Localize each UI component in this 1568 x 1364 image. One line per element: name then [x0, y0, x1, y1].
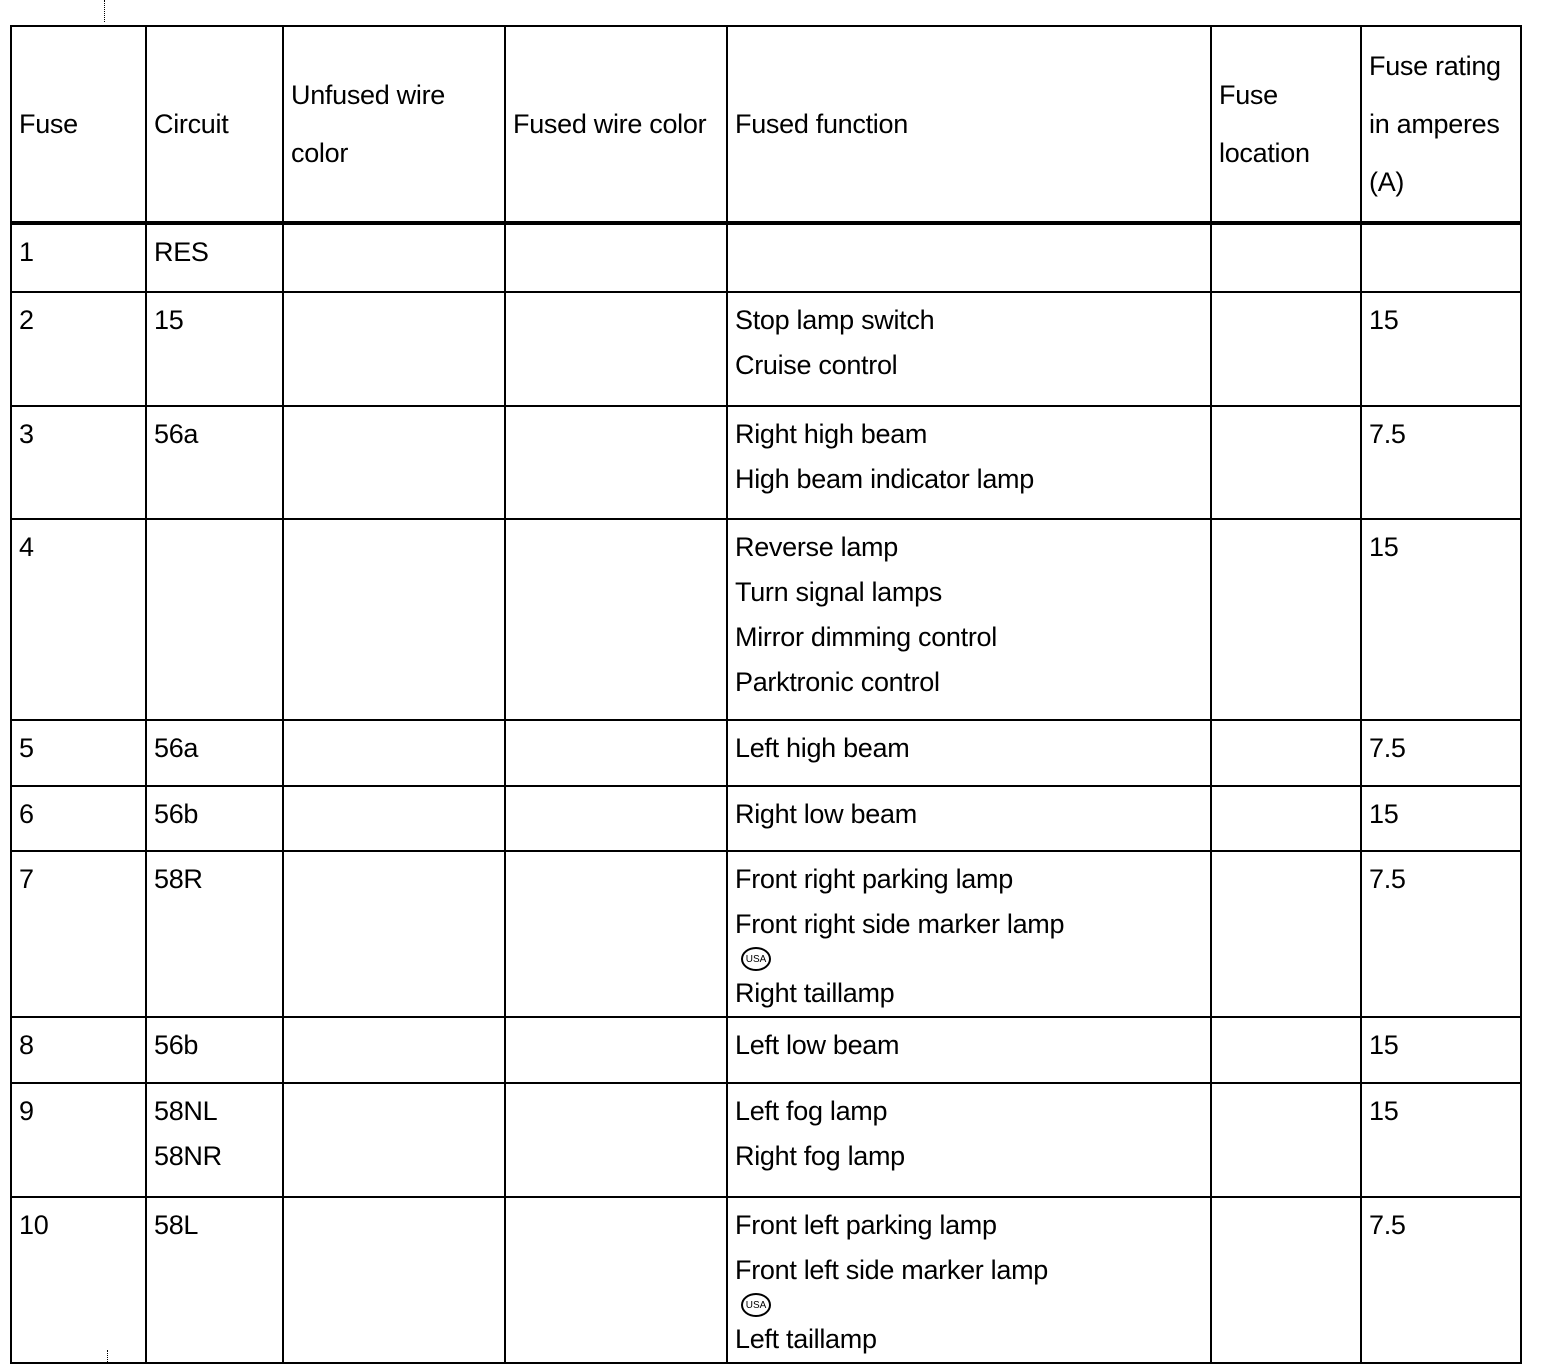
function-line: [735, 971, 1203, 1016]
cell-fused-wire-color: [505, 292, 727, 406]
cell-fuse-location: [1211, 519, 1361, 720]
header-unfused-wire-color: Unfused wire color: [283, 26, 505, 223]
cell-fuse-rating: 15: [1361, 1083, 1521, 1197]
cell-unfused-wire-color: [283, 1083, 505, 1197]
circuit-line: 56a: [154, 419, 199, 449]
cell-fuse-location: [1211, 292, 1361, 406]
circuit-line: 56b: [154, 1030, 199, 1060]
cell-unfused-wire-color: [283, 786, 505, 851]
cell-fuse-location: [1211, 786, 1361, 851]
cell-circuit: [146, 406, 283, 519]
function-line: [735, 726, 1203, 771]
cell-fuse: 1: [11, 223, 146, 292]
table-row: [11, 1017, 1521, 1083]
table-row: [11, 786, 1521, 851]
function-line: [735, 857, 1203, 902]
cell-fused-wire-color: [505, 223, 727, 292]
header-fuse: Fuse: [11, 26, 146, 223]
header-fuse-location: Fuse location: [1211, 26, 1361, 223]
function-line: [735, 412, 1203, 457]
circuit-line: 58L: [154, 1210, 199, 1240]
circuit-line: 56a: [154, 733, 199, 763]
cell-fused-wire-color: [505, 1197, 727, 1363]
cell-fuse-location: [1211, 1197, 1361, 1363]
cell-unfused-wire-color: [283, 1017, 505, 1083]
cell-fuse-location: [1211, 1017, 1361, 1083]
function-text: Turn signal lamps: [735, 577, 942, 607]
cell-fuse-location: [1211, 406, 1361, 519]
cell-circuit: [146, 1197, 283, 1363]
function-text: Right fog lamp: [735, 1141, 905, 1171]
circuit-line: 56b: [154, 799, 199, 829]
usa-badge-icon: USA: [741, 1293, 771, 1317]
function-line: [735, 660, 1203, 705]
fuse-table: [10, 25, 1522, 1364]
table-row: [11, 292, 1521, 406]
cell-circuit: [146, 786, 283, 851]
function-text: Left fog lamp: [735, 1096, 888, 1126]
function-line: [735, 1203, 1203, 1248]
cell-unfused-wire-color: [283, 519, 505, 720]
cell-fused-wire-color: [505, 519, 727, 720]
cell-fuse: 7: [11, 851, 146, 1017]
cell-fuse: 2: [11, 292, 146, 406]
function-text: Parktronic control: [735, 667, 940, 697]
header-fuse-rating: Fuse rating in amperes (A): [1361, 26, 1521, 223]
function-text: Front right side marker lamp: [735, 909, 1065, 939]
function-line: [735, 1248, 1203, 1317]
cell-fuse-rating: 15: [1361, 292, 1521, 406]
circuit-line: RES: [154, 237, 209, 267]
cell-fuse-rating: 15: [1361, 786, 1521, 851]
cell-fused-wire-color: [505, 406, 727, 519]
function-text: Right taillamp: [735, 978, 895, 1008]
circuit-line: 58NR: [154, 1141, 222, 1171]
table-body: [11, 223, 1521, 1363]
cell-fuse-rating: [1361, 223, 1521, 292]
function-line: [735, 343, 1203, 388]
function-text: High beam indicator lamp: [735, 464, 1034, 494]
table-header: [11, 26, 1521, 223]
function-line: [735, 1089, 1203, 1134]
cell-fuse: 10: [11, 1197, 146, 1363]
cell-fused-wire-color: [505, 1017, 727, 1083]
function-text: Left low beam: [735, 1030, 900, 1060]
cell-fuse: 8: [11, 1017, 146, 1083]
function-text: Front right parking lamp: [735, 864, 1013, 894]
cell-fused-function: [727, 519, 1211, 720]
cell-unfused-wire-color: [283, 851, 505, 1017]
cell-fuse: 3: [11, 406, 146, 519]
cell-fuse: 6: [11, 786, 146, 851]
usa-badge-icon: USA: [741, 947, 771, 971]
function-text: Cruise control: [735, 350, 898, 380]
table-row: [11, 851, 1521, 1017]
function-text: Front left side marker lamp: [735, 1255, 1048, 1285]
header-fused-wire-color: Fused wire color: [505, 26, 727, 223]
function-line: [735, 1134, 1203, 1179]
cell-fuse-rating: 7.5: [1361, 1197, 1521, 1363]
function-line: [735, 525, 1203, 570]
cell-circuit: [146, 223, 283, 292]
function-line: [735, 1023, 1203, 1068]
cell-fused-wire-color: [505, 786, 727, 851]
cell-fuse-rating: 7.5: [1361, 851, 1521, 1017]
cell-fused-function: [727, 720, 1211, 786]
circuit-line: 58R: [154, 864, 203, 894]
cell-circuit: [146, 851, 283, 1017]
function-line: [735, 902, 1203, 971]
cell-fused-wire-color: [505, 720, 727, 786]
function-text: Stop lamp switch: [735, 305, 935, 335]
cell-fuse-rating: 7.5: [1361, 720, 1521, 786]
cell-circuit: [146, 1083, 283, 1197]
cell-unfused-wire-color: [283, 223, 505, 292]
table-row: [11, 223, 1521, 292]
cell-unfused-wire-color: [283, 720, 505, 786]
cell-fused-function: [727, 786, 1211, 851]
cell-circuit: [146, 720, 283, 786]
cell-fused-wire-color: [505, 1083, 727, 1197]
cell-circuit: [146, 519, 283, 720]
cell-fuse: 9: [11, 1083, 146, 1197]
cell-fused-function: [727, 1083, 1211, 1197]
function-text: Reverse lamp: [735, 532, 898, 562]
table-row: [11, 519, 1521, 720]
cell-fuse-rating: 15: [1361, 519, 1521, 720]
function-line: [735, 570, 1203, 615]
cell-unfused-wire-color: [283, 1197, 505, 1363]
header-circuit: Circuit: [146, 26, 283, 223]
function-text: Left taillamp: [735, 1324, 877, 1354]
cell-fused-function: [727, 1017, 1211, 1083]
table-row: [11, 1197, 1521, 1363]
function-text: Left high beam: [735, 733, 910, 763]
cell-fuse-rating: 7.5: [1361, 406, 1521, 519]
function-line: [735, 298, 1203, 343]
scan-mark-top: [104, 0, 105, 22]
function-text: Right high beam: [735, 419, 928, 449]
cell-fuse-location: [1211, 851, 1361, 1017]
cell-unfused-wire-color: [283, 292, 505, 406]
cell-circuit: [146, 292, 283, 406]
circuit-line: 15: [154, 305, 184, 335]
function-text: Front left parking lamp: [735, 1210, 997, 1240]
header-fused-function: Fused function: [727, 26, 1211, 223]
cell-fused-function: [727, 851, 1211, 1017]
cell-fused-function: [727, 406, 1211, 519]
function-text: Right low beam: [735, 799, 917, 829]
cell-unfused-wire-color: [283, 406, 505, 519]
cell-fused-wire-color: [505, 851, 727, 1017]
cell-fused-function: [727, 1197, 1211, 1363]
cell-fused-function: [727, 223, 1211, 292]
function-line: [735, 457, 1203, 502]
cell-fused-function: [727, 292, 1211, 406]
function-text: Mirror dimming control: [735, 622, 997, 652]
cell-fuse-location: [1211, 720, 1361, 786]
table-row: [11, 720, 1521, 786]
circuit-line: 58NL: [154, 1096, 218, 1126]
cell-fuse: 4: [11, 519, 146, 720]
function-line: [735, 792, 1203, 837]
table-row: [11, 406, 1521, 519]
table-row: [11, 1083, 1521, 1197]
function-line: [735, 1317, 1203, 1362]
function-line: [735, 615, 1203, 660]
cell-fuse: 5: [11, 720, 146, 786]
cell-fuse-location: [1211, 223, 1361, 292]
cell-circuit: [146, 1017, 283, 1083]
cell-fuse-rating: 15: [1361, 1017, 1521, 1083]
cell-fuse-location: [1211, 1083, 1361, 1197]
header-row: [11, 26, 1521, 223]
